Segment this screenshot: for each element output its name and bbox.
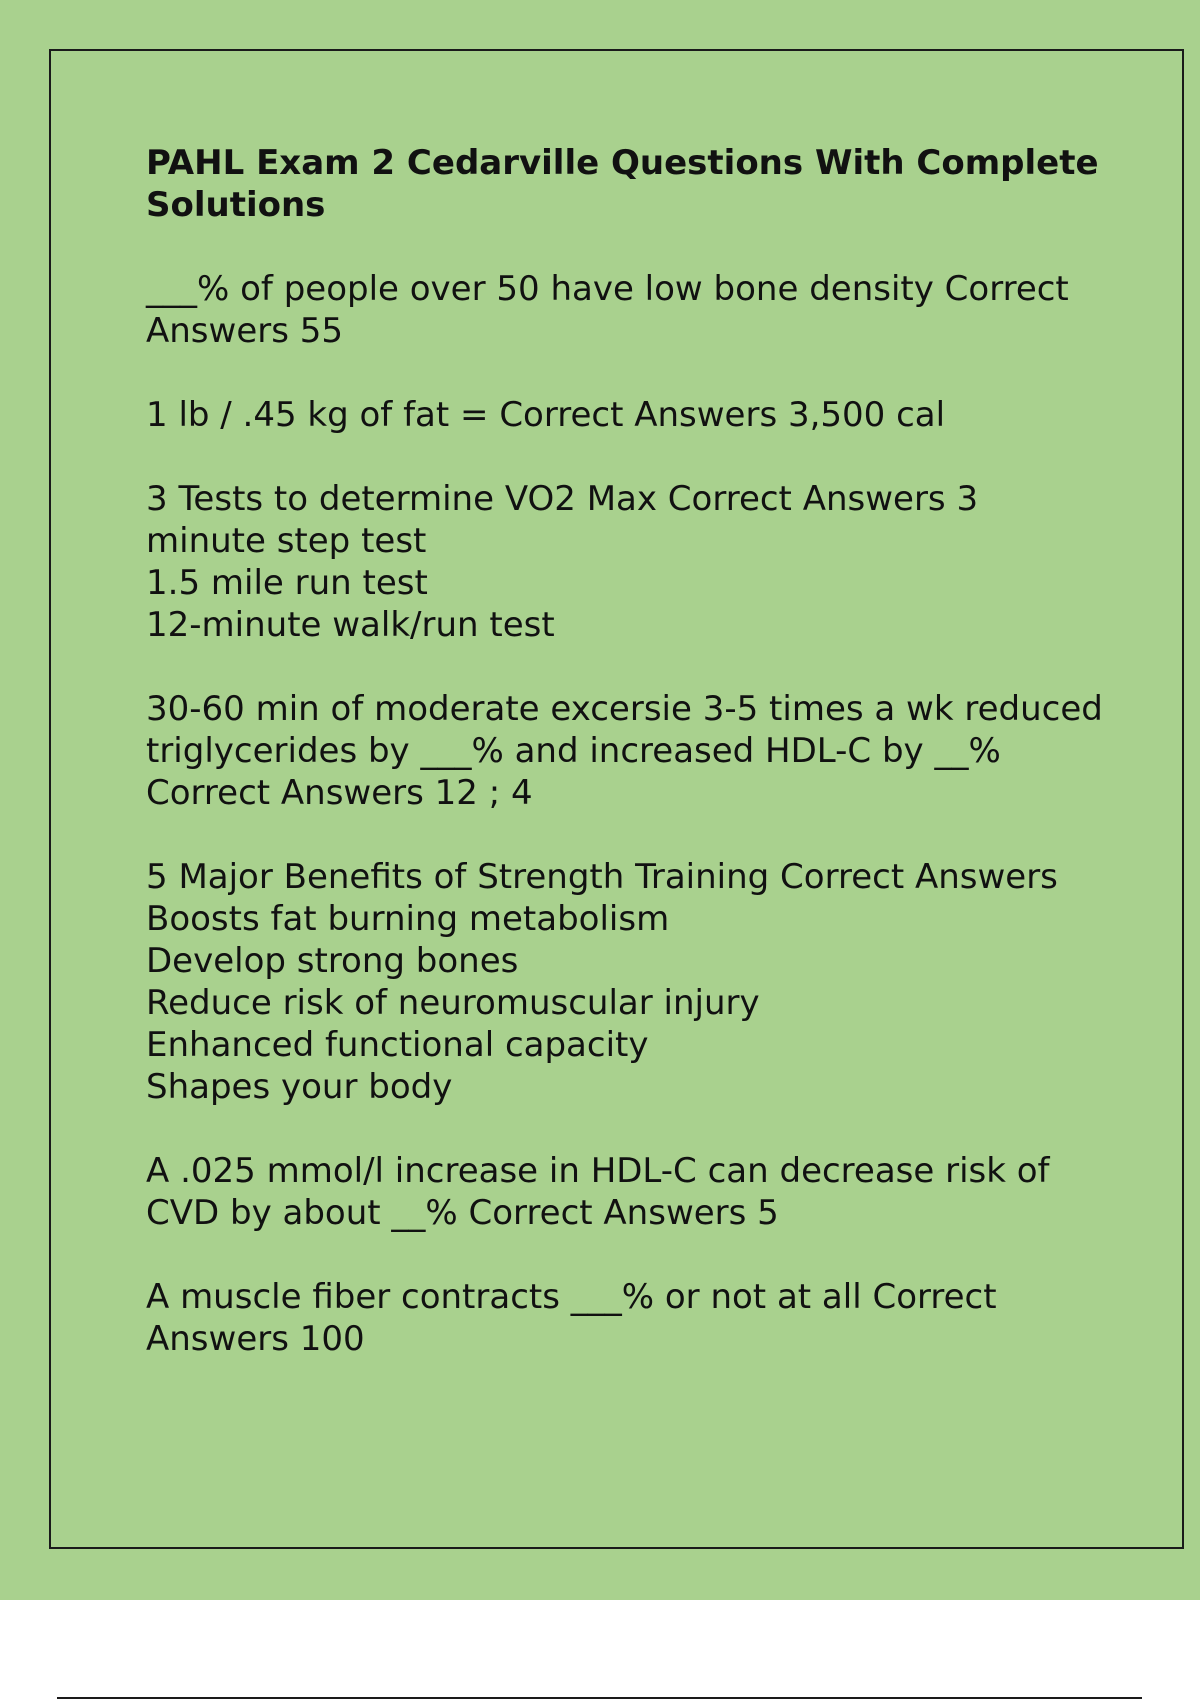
footer-divider: [57, 1697, 1142, 1699]
qa-item: A .025 mmol/l increase in HDL-C can decrease risk of CVD by about __% Correct Answers 5: [146, 1151, 1050, 1233]
qa-item: A muscle fiber contracts ___% or not at all Correct Answers 100: [146, 1277, 997, 1359]
qa-item: 30-60 min of moderate excersie 3-5 times a wk reduced triglycerides by ___% and increased HDL-C by __% Correct Answers 12 ; 4: [146, 689, 1103, 813]
qa-item: 1 lb / .45 kg of fat = Correct Answers 3,500 cal: [146, 395, 946, 435]
qa-item: 5 Major Benefits of Strength Training Correct Answers Boosts fat burning metabolism Develop strong bones Reduce risk of neuromuscular injury Enhanced functional capacity Shapes your body: [146, 857, 1058, 1107]
qa-item: ___% of people over 50 have low bone density Correct Answers 55: [146, 269, 1069, 351]
document-body: [146, 142, 1106, 1402]
qa-item: 3 Tests to determine VO2 Max Correct Answers 3 minute step test 1.5 mile run test 12-minute walk/run test: [146, 479, 979, 645]
document-title: PAHL Exam 2 Cedarville Questions With Complete Solutions: [146, 143, 1099, 225]
